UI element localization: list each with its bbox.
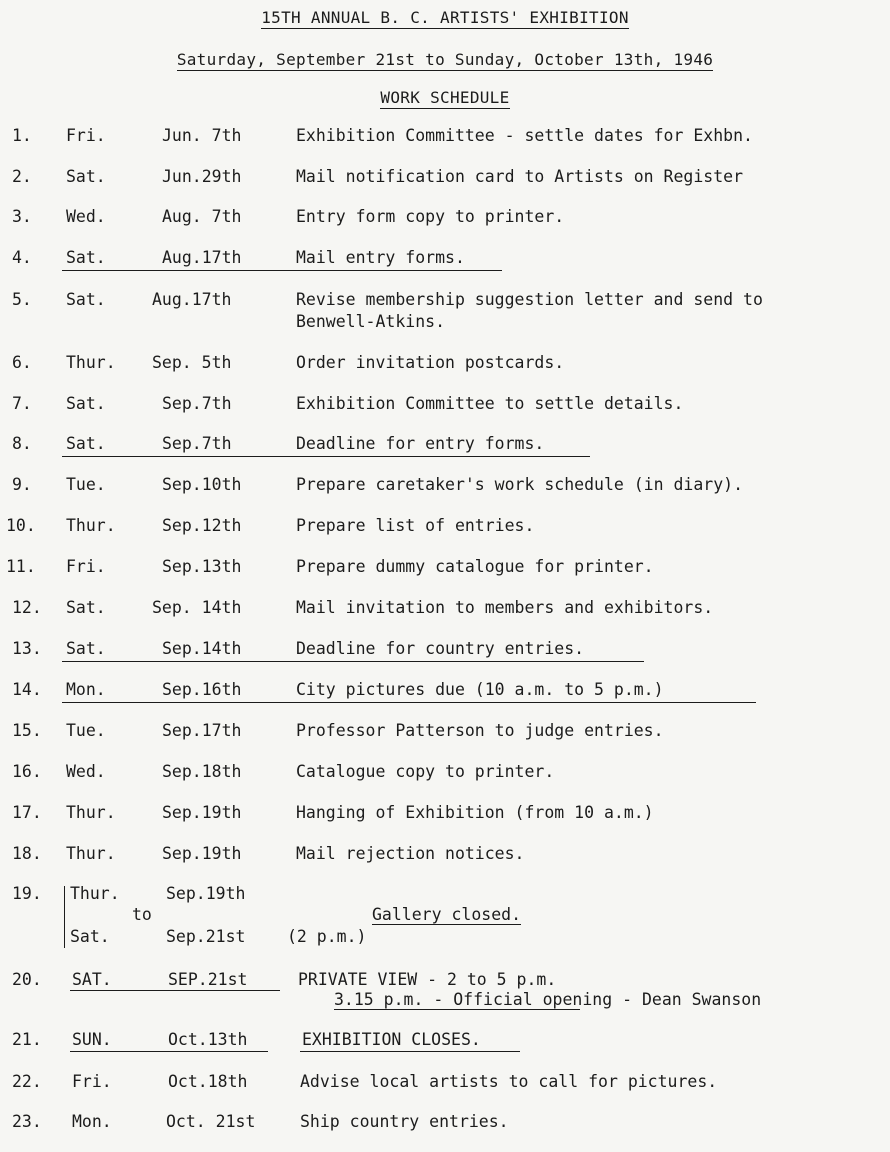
underline [70, 1051, 268, 1052]
underline [70, 990, 280, 991]
document-title: 15TH ANNUAL B. C. ARTISTS' EXHIBITION [261, 8, 629, 27]
exhibition-dates: Saturday, September 21st to Sunday, October 13th, 1946 [176, 50, 714, 69]
schedule-item: 17. Thur. Sep.19th Hanging of Exhibition (from 10 a.m.) [12, 803, 654, 822]
schedule-item: 7. Sat. Sep.7th Exhibition Committee to settle details. [12, 394, 684, 413]
bracket-line [64, 886, 65, 948]
schedule-item: 4. Sat. Aug.17th Mail entry forms. [12, 248, 465, 267]
schedule-item: 23. Mon. Oct. 21st Ship country entries. [12, 1112, 509, 1131]
underline [334, 1009, 580, 1010]
schedule-item: 11. Fri. Sep.13th Prepare dummy catalogue for printer. [6, 557, 654, 576]
schedule-item: 2. Sat. Jun.29th Mail notification card to Artists on Register [12, 167, 744, 186]
schedule-item: 22. Fri. Oct.18th Advise local artists to call for pictures. [12, 1072, 718, 1091]
schedule-item: 13. Sat. Sep.14th Deadline for country entries. [12, 639, 585, 658]
schedule-item: 1. Fri. Jun. 7th Exhibition Committee - settle dates for Exhbn. [12, 126, 753, 145]
schedule-item: 8. Sat. Sep.7th Deadline for entry forms. [12, 434, 545, 453]
schedule-item: 10. Thur. Sep.12th Prepare list of entries. [6, 516, 535, 535]
underline [62, 702, 756, 703]
schedule-heading: WORK SCHEDULE [380, 88, 510, 107]
schedule-item: 18. Thur. Sep.19th Mail rejection notices. [12, 844, 525, 863]
schedule-item: 21. SUN. Oct.13th EXHIBITION CLOSES. [12, 1030, 481, 1049]
underline [62, 270, 502, 271]
schedule-item: 9. Tue. Sep.10th Prepare caretaker's work schedule (in diary). [12, 475, 744, 494]
underline [62, 661, 644, 662]
schedule-item: 6. Thur. Sep. 5th Order invitation postcards. [12, 353, 565, 372]
schedule-item: 16. Wed. Sep.18th Catalogue copy to printer. [12, 762, 555, 781]
document-page: 15TH ANNUAL B. C. ARTISTS' EXHIBITION Saturday, September 21st to Sunday, October 13th, 1946 WORK SCHEDULE 1. Fri. Jun. 7th Exhibition Committee - settle dates for Exhbn. 2. Sat. Jun.29th Mail notification card to Artists on Register 3. Wed. Aug. 7th Entry form copy to printer. 4. Sat. Aug.17th Mail entry forms. 5. Sat. Aug.17th Revise membership suggestion letter and send to Benwell-Atkins. 6. Thur. Sep. 5th Order invitation postcards. 7. Sat. Sep.7th Exhibition Committee to settle details. 8. Sat. Sep.7th Deadline for entry forms. 9. Tue. Sep.10th Prepare caretaker's work schedule (in diary). 10. Thur. Sep.12th Prepare list of entries. 11. Fri. Sep.13th Prepare dummy catalogue for printer. 12. Sat. Sep. 14th Mail invitation to members and exhibitors. 13. Sat. Sep.14th Deadline for country entries. 14. Mon. Sep.16th City pictures due (10 a.m. to 5 p.m.) 15. Tue. Sep.17th Professor Patterson to judge entries. 16. Wed. Sep.18th Catalogue copy to printer. 17. Thur. Sep.19th Hanging of Exhibition (from 10 a.m.) 18. Thur. Sep.19th Mail rejection notices. 19. Thur. Sep.19th to Sat. Sep.21st (2 p.m.) Gallery closed. 20. SAT. SEP.21st PRIVATE VIEW - 2 to 5 p.m. 3.15 p.m. - Official opening - Dean Swanson 21. SUN. Oct.13th EXHIBITION CLOSES. 22. Fri. Oct.18th Advise local artists to call for pictures. 23. Mon. Oct. 21st Ship country entries. [0, 0, 890, 1152]
schedule-item: 5. Sat. Aug.17th Revise membership suggestion letter and send to Benwell-Atkins. [12, 290, 763, 331]
schedule-item: 15. Tue. Sep.17th Professor Patterson to judge entries. [12, 721, 664, 740]
schedule-item: 14. Mon. Sep.16th City pictures due (10 a.m. to 5 p.m.) [12, 680, 664, 699]
schedule-item: 12. Sat. Sep. 14th Mail invitation to members and exhibitors. [12, 598, 714, 617]
underline [300, 1051, 520, 1052]
underline [62, 456, 590, 457]
schedule-item: 3. Wed. Aug. 7th Entry form copy to printer. [12, 207, 565, 226]
